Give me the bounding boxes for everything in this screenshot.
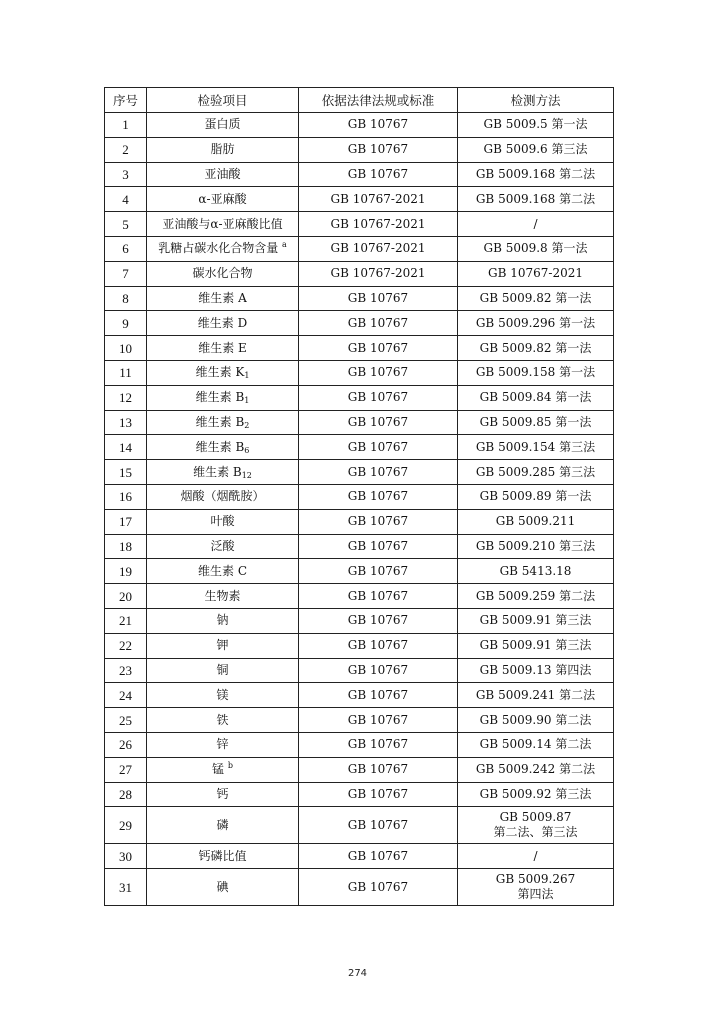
cell-serial-number: 9: [105, 311, 147, 336]
cell-serial-number: 27: [105, 757, 147, 782]
cell-standard: GB 10767: [299, 509, 458, 534]
cell-standard: GB 10767-2021: [299, 187, 458, 212]
cell-standard: GB 10767: [299, 658, 458, 683]
footnote-marker: b: [227, 761, 233, 771]
cell-serial-number: 22: [105, 633, 147, 658]
cell-inspection-item: [147, 658, 299, 683]
cell-test-method: GB 5009.13 第四法: [458, 658, 614, 683]
cell-inspection-item: [147, 807, 299, 844]
cell-inspection-item: [147, 212, 299, 237]
table-row: [105, 708, 614, 733]
cell-inspection-item: [147, 782, 299, 807]
item-name: 维生素 C: [198, 563, 247, 578]
item-name: 乳糖占碳水化合物含量: [158, 241, 279, 256]
table-row: [105, 584, 614, 609]
cell-test-method: GB 5009.285 第三法: [458, 460, 614, 485]
item-name: 镁: [216, 687, 229, 702]
cell-inspection-item: [147, 113, 299, 138]
cell-inspection-item: [147, 732, 299, 757]
cell-inspection-item: [147, 484, 299, 509]
header-test-method: 检测方法: [458, 88, 614, 113]
cell-serial-number: 25: [105, 708, 147, 733]
cell-standard: GB 10767-2021: [299, 212, 458, 237]
item-name: 亚油酸: [204, 166, 241, 181]
item-name: 维生素 E: [198, 340, 247, 355]
table-row: [105, 187, 614, 212]
table-row: [105, 608, 614, 633]
cell-serial-number: 16: [105, 484, 147, 509]
table-row: [105, 311, 614, 336]
table-row: [105, 385, 614, 410]
table-row: [105, 286, 614, 311]
cell-test-method: GB 5413.18: [458, 559, 614, 584]
item-subscript: 6: [244, 445, 250, 455]
cell-serial-number: 14: [105, 435, 147, 460]
cell-serial-number: 23: [105, 658, 147, 683]
cell-inspection-item: [147, 559, 299, 584]
cell-serial-number: 3: [105, 162, 147, 187]
cell-standard: GB 10767: [299, 807, 458, 844]
cell-serial-number: 20: [105, 584, 147, 609]
item-name: 钙磷比值: [198, 848, 247, 863]
cell-inspection-item: [147, 757, 299, 782]
item-name: 叶酸: [210, 514, 235, 529]
inspection-items-table: [104, 87, 614, 906]
cell-standard: GB 10767-2021: [299, 236, 458, 261]
table-row: [105, 162, 614, 187]
cell-inspection-item: [147, 286, 299, 311]
cell-test-method: GB 5009.8 第一法: [458, 236, 614, 261]
table-row: [105, 336, 614, 361]
footnote-marker: a: [282, 240, 287, 250]
table-row: [105, 807, 614, 844]
cell-test-method: GB 5009.5 第一法: [458, 113, 614, 138]
cell-test-method: GB 5009.241 第二法: [458, 683, 614, 708]
item-name: 碳水化合物: [192, 266, 253, 281]
cell-test-method: GB 5009.210 第三法: [458, 534, 614, 559]
item-name: 维生素 B: [193, 464, 242, 479]
cell-standard: GB 10767: [299, 559, 458, 584]
cell-inspection-item: [147, 608, 299, 633]
cell-inspection-item: [147, 336, 299, 361]
table-row: [105, 360, 614, 385]
cell-test-method: GB 5009.90 第二法: [458, 708, 614, 733]
method-line: GB 5009.267: [495, 872, 576, 887]
item-name: 脂肪: [210, 142, 235, 157]
cell-inspection-item: [147, 410, 299, 435]
cell-standard: GB 10767: [299, 336, 458, 361]
table-row: [105, 460, 614, 485]
cell-serial-number: 21: [105, 608, 147, 633]
item-name: 亚油酸与α-亚麻酸比值: [162, 216, 283, 231]
cell-standard: GB 10767: [299, 683, 458, 708]
item-name: 维生素 B: [195, 390, 245, 405]
cell-inspection-item: [147, 683, 299, 708]
cell-standard: GB 10767: [299, 633, 458, 658]
cell-serial-number: 24: [105, 683, 147, 708]
cell-standard: GB 10767: [299, 732, 458, 757]
table-header-row: [105, 88, 614, 113]
cell-inspection-item: [147, 584, 299, 609]
cell-serial-number: 1: [105, 113, 147, 138]
cell-standard: GB 10767: [299, 435, 458, 460]
cell-test-method: GB 5009.92 第三法: [458, 782, 614, 807]
cell-test-method: GB 5009.14 第二法: [458, 732, 614, 757]
table-row: [105, 844, 614, 869]
item-subscript: 1: [244, 396, 250, 406]
table-row: [105, 633, 614, 658]
cell-test-method: GB 5009.91 第三法: [458, 608, 614, 633]
cell-standard: GB 10767: [299, 708, 458, 733]
cell-test-method: GB 5009.89 第一法: [458, 484, 614, 509]
item-name: 铜: [216, 662, 229, 677]
cell-inspection-item: [147, 360, 299, 385]
cell-standard: GB 10767: [299, 757, 458, 782]
cell-test-method: [458, 869, 614, 906]
table-row: [105, 435, 614, 460]
header-standard: 依据法律法规或标准: [299, 88, 458, 113]
table-row: [105, 559, 614, 584]
cell-standard: GB 10767: [299, 584, 458, 609]
table-row: [105, 484, 614, 509]
cell-inspection-item: [147, 311, 299, 336]
table-row: [105, 658, 614, 683]
item-subscript: 1: [244, 371, 250, 381]
table-body: [105, 113, 614, 906]
cell-serial-number: 17: [105, 509, 147, 534]
item-name: 钙: [216, 786, 229, 801]
item-name: 锌: [216, 737, 229, 752]
cell-test-method: GB 5009.82 第一法: [458, 286, 614, 311]
cell-test-method: GB 5009.85 第一法: [458, 410, 614, 435]
cell-test-method: GB 5009.84 第一法: [458, 385, 614, 410]
table-row: [105, 869, 614, 906]
cell-test-method: GB 5009.296 第一法: [458, 311, 614, 336]
table-row: [105, 732, 614, 757]
cell-inspection-item: [147, 385, 299, 410]
item-name: 维生素 A: [198, 290, 247, 305]
cell-test-method: GB 10767-2021: [458, 261, 614, 286]
item-name: 维生素 D: [197, 315, 248, 330]
cell-serial-number: 11: [105, 360, 147, 385]
cell-test-method: GB 5009.91 第三法: [458, 633, 614, 658]
item-subscript: 2: [244, 420, 250, 430]
cell-test-method: /: [458, 212, 614, 237]
cell-serial-number: 28: [105, 782, 147, 807]
cell-standard: GB 10767: [299, 113, 458, 138]
header-inspection-item: 检验项目: [147, 88, 299, 113]
cell-test-method: GB 5009.154 第三法: [458, 435, 614, 460]
header-serial-number: 序号: [105, 88, 147, 113]
table-row: [105, 236, 614, 261]
cell-serial-number: 26: [105, 732, 147, 757]
cell-serial-number: 13: [105, 410, 147, 435]
page-number: 274: [347, 968, 368, 979]
cell-serial-number: 18: [105, 534, 147, 559]
cell-inspection-item: [147, 435, 299, 460]
item-name: 蛋白质: [204, 117, 241, 132]
cell-inspection-item: [147, 869, 299, 906]
item-name: 碘: [216, 879, 229, 894]
cell-inspection-item: [147, 708, 299, 733]
cell-serial-number: 30: [105, 844, 147, 869]
method-line-secondary: 第二法、第三法: [493, 825, 578, 840]
method-line-secondary: 第四法: [517, 887, 554, 902]
cell-standard: GB 10767-2021: [299, 261, 458, 286]
item-name: 泛酸: [210, 538, 235, 553]
cell-standard: GB 10767: [299, 410, 458, 435]
cell-serial-number: 8: [105, 286, 147, 311]
cell-inspection-item: [147, 187, 299, 212]
cell-test-method: GB 5009.259 第二法: [458, 584, 614, 609]
cell-standard: GB 10767: [299, 311, 458, 336]
cell-test-method: /: [458, 844, 614, 869]
cell-test-method: GB 5009.6 第三法: [458, 137, 614, 162]
cell-inspection-item: [147, 460, 299, 485]
item-name: 钠: [216, 613, 229, 628]
cell-standard: GB 10767: [299, 844, 458, 869]
cell-standard: GB 10767: [299, 286, 458, 311]
cell-inspection-item: [147, 844, 299, 869]
item-name: 烟酸（烟酰胺）: [180, 489, 265, 504]
cell-inspection-item: [147, 534, 299, 559]
cell-serial-number: 2: [105, 137, 147, 162]
cell-inspection-item: [147, 137, 299, 162]
cell-serial-number: 15: [105, 460, 147, 485]
cell-test-method: [458, 807, 614, 844]
cell-standard: GB 10767: [299, 460, 458, 485]
table-row: [105, 683, 614, 708]
table-row: [105, 410, 614, 435]
item-name: 磷: [216, 817, 229, 832]
item-name: 维生素 B: [195, 414, 245, 429]
cell-standard: GB 10767: [299, 534, 458, 559]
cell-serial-number: 4: [105, 187, 147, 212]
cell-test-method: GB 5009.168 第二法: [458, 187, 614, 212]
cell-serial-number: 7: [105, 261, 147, 286]
cell-inspection-item: [147, 633, 299, 658]
cell-standard: GB 10767: [299, 608, 458, 633]
item-name: 维生素 B: [195, 439, 245, 454]
table-row: [105, 757, 614, 782]
table-row: [105, 113, 614, 138]
method-line: GB 5009.87: [499, 810, 572, 825]
cell-standard: GB 10767: [299, 782, 458, 807]
cell-serial-number: 6: [105, 236, 147, 261]
table-row: [105, 137, 614, 162]
item-subscript: 12: [241, 470, 252, 480]
cell-standard: GB 10767: [299, 162, 458, 187]
cell-standard: GB 10767: [299, 360, 458, 385]
cell-test-method: GB 5009.168 第二法: [458, 162, 614, 187]
item-name: 维生素 K: [195, 365, 245, 380]
cell-serial-number: 29: [105, 807, 147, 844]
cell-standard: GB 10767: [299, 869, 458, 906]
table-row: [105, 782, 614, 807]
cell-test-method: GB 5009.82 第一法: [458, 336, 614, 361]
item-name: 铁: [216, 712, 229, 727]
table-row: [105, 261, 614, 286]
cell-test-method: GB 5009.242 第二法: [458, 757, 614, 782]
table-row: [105, 509, 614, 534]
cell-test-method: GB 5009.211: [458, 509, 614, 534]
item-name: 钾: [216, 638, 229, 653]
cell-standard: GB 10767: [299, 484, 458, 509]
cell-standard: GB 10767: [299, 385, 458, 410]
cell-serial-number: 19: [105, 559, 147, 584]
cell-serial-number: 5: [105, 212, 147, 237]
cell-test-method: GB 5009.158 第一法: [458, 360, 614, 385]
item-name: α-亚麻酸: [198, 191, 247, 206]
cell-inspection-item: [147, 236, 299, 261]
cell-inspection-item: [147, 261, 299, 286]
cell-serial-number: 31: [105, 869, 147, 906]
table-row: [105, 212, 614, 237]
cell-standard: GB 10767: [299, 137, 458, 162]
item-name: 锰: [212, 762, 225, 777]
cell-inspection-item: [147, 162, 299, 187]
cell-inspection-item: [147, 509, 299, 534]
table-row: [105, 534, 614, 559]
cell-serial-number: 12: [105, 385, 147, 410]
item-name: 生物素: [204, 588, 241, 603]
cell-serial-number: 10: [105, 336, 147, 361]
